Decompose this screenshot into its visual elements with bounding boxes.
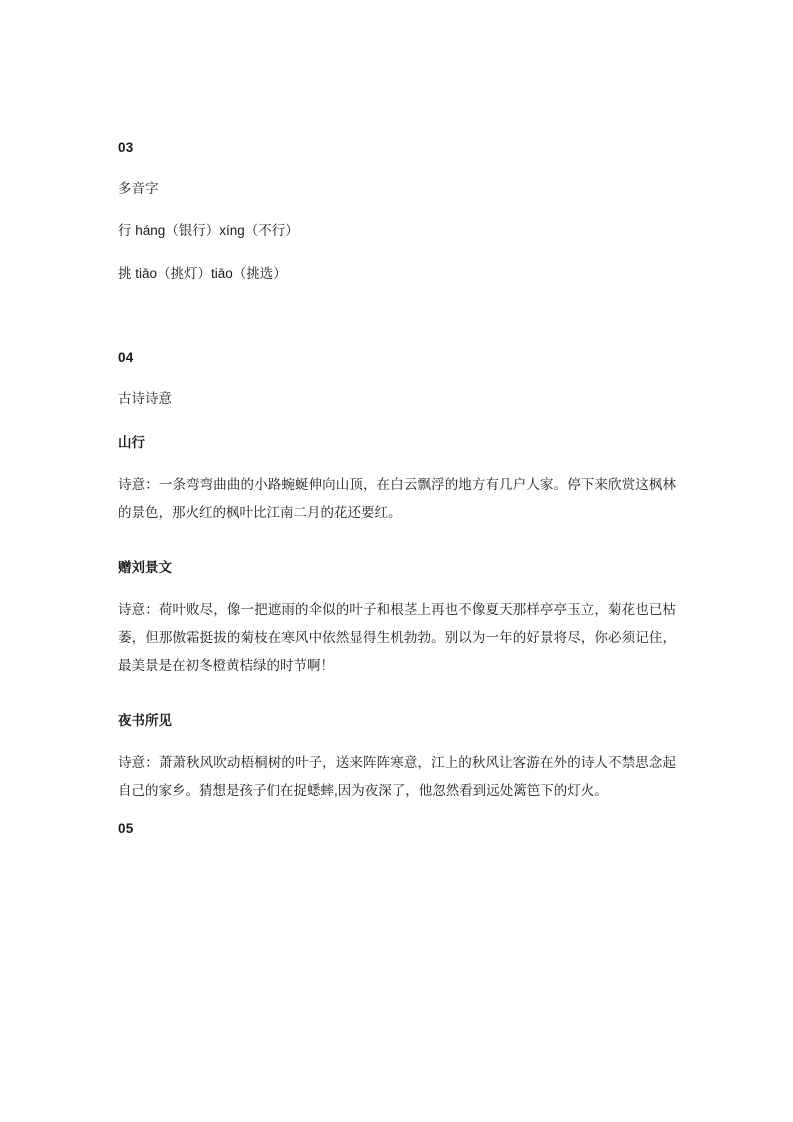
section-04 bbox=[118, 350, 676, 805]
section-divider-space bbox=[118, 805, 676, 821]
section-divider-space bbox=[118, 306, 676, 350]
poem-entry bbox=[118, 709, 676, 804]
poem-space bbox=[118, 679, 676, 709]
poem-meaning: 诗意：一条弯弯曲曲的小路蜿蜒伸向山顶，在白云飘浮的地方有几户人家。停下来欣赏这枫林的景色，那火红的枫叶比江南二月的花还要红。 bbox=[118, 477, 676, 520]
polyphone-line: 行 háng（银行）xíng（不行） bbox=[118, 223, 299, 239]
poem-entry bbox=[118, 556, 676, 679]
section-heading: 多音字 bbox=[118, 181, 159, 196]
poem-title: 夜书所见 bbox=[118, 713, 172, 729]
section-number: 05 bbox=[118, 820, 134, 836]
polyphone-line: 挑 tiāo（挑灯）tiāo（挑选） bbox=[118, 265, 287, 281]
poem-space bbox=[118, 526, 676, 556]
poem-title: 赠刘景文 bbox=[118, 560, 172, 576]
poem-title: 山行 bbox=[118, 435, 145, 450]
poem-meaning: 诗意：萧萧秋风吹动梧桐树的叶子，送来阵阵寒意，江上的秋风让客游在外的诗人不禁思念起自己的家乡。猜想是孩子们在捉蟋蟀,因为夜深了，他忽然看到远处篱笆下的灯火。 bbox=[118, 755, 676, 799]
section-05 bbox=[118, 821, 676, 836]
section-number: 03 bbox=[118, 140, 134, 155]
section-number: 04 bbox=[118, 349, 134, 365]
document-body bbox=[118, 140, 676, 836]
poem-meaning: 诗意：荷叶败尽，像一把遮雨的伞似的叶子和根茎上再也不像夏天那样亭亭玉立，菊花也已枯萎，但那傲霜挺拔的菊枝在寒风中依然显得生机勃勃。别以为一年的好景将尽，你必须记住，最美景是在初冬橙黄桔绿的时节啊！ bbox=[118, 602, 676, 673]
section-03 bbox=[118, 140, 676, 284]
poem-entry bbox=[118, 431, 676, 526]
section-heading: 古诗诗意 bbox=[118, 390, 172, 406]
